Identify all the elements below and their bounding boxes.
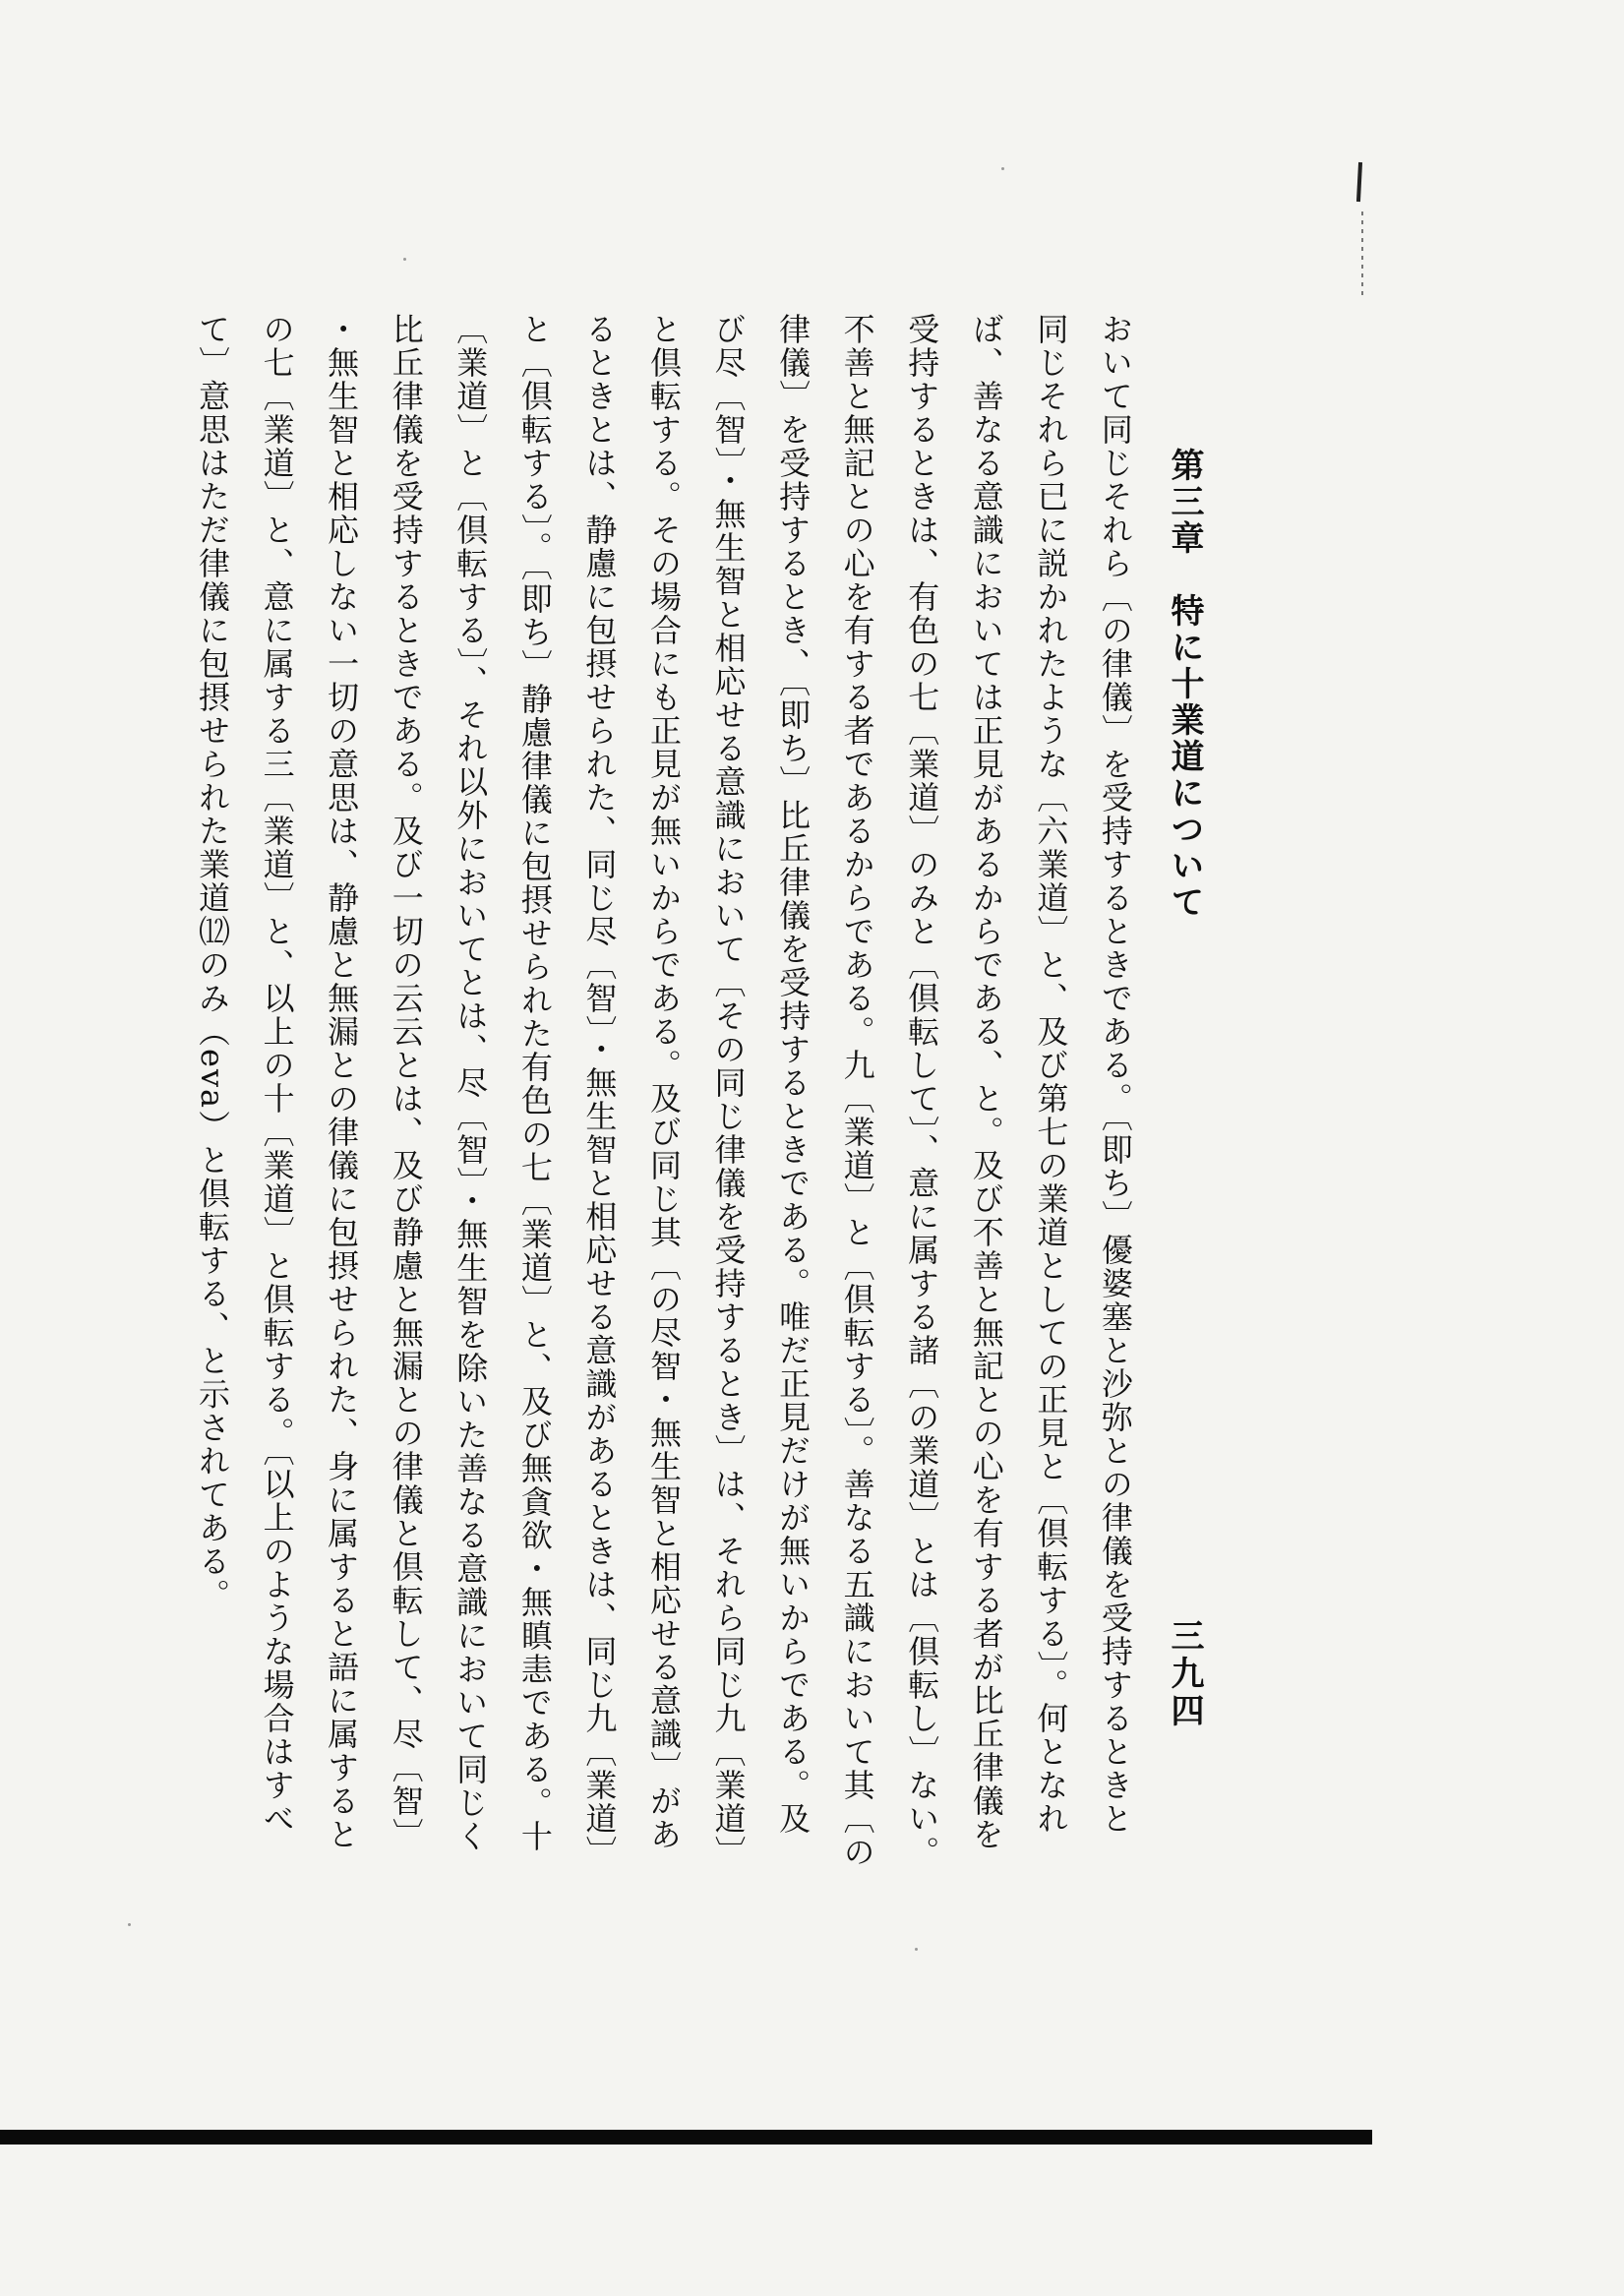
- text-column: 律儀〕を受持するとき、〔即ち〕比丘律儀を受持するときである。唯だ正見だけが無いからである。及: [774, 313, 812, 1836]
- scan-artifact-mark: [1356, 162, 1362, 202]
- page-number: 三九四: [1165, 1618, 1204, 1730]
- text-column: ・無生智と相応しない一切の意思は、静慮と無漏との律儀に包摂せられた、身に属すると語に属すると: [323, 313, 361, 1851]
- text-column: 同じそれら已に説かれたような〔六業道〕と、及び第七の業道としての正見と〔倶転する〕。何となれ: [1032, 313, 1070, 1836]
- text-column: おいて同じそれら〔の律儀〕を受持するときである。〔即ち〕優婆塞と沙弥との律儀を受持するときと: [1096, 313, 1134, 1836]
- text-column: 受持するときは、有色の七〔業道〕のみと〔倶転して〕、意に属する諸〔の業道〕とは〔倶転し〕ない。: [903, 313, 941, 1869]
- scan-speck: [1001, 167, 1004, 170]
- text-column: と〔倶転する〕。〔即ち〕静慮律儀に包摂せられた有色の七〔業道〕と、及び無貪欲・無瞋恚である。十: [515, 313, 554, 1853]
- text-column: ば、善なる意識においては正見があるからである、と。及び不善と無記との心を有する者が比丘律儀を: [967, 313, 1005, 1851]
- text-column: び尽〔智〕・無生智と相応せる意識において〔その同じ律儀を受持するとき〕は、それら同じ九〔業道〕: [709, 313, 748, 1869]
- vertical-text-body: [194, 313, 1134, 1869]
- scan-artifact-dashes: [1361, 211, 1363, 300]
- text-column: と倶転する。その場合にも正見が無いからである。及び同じ其〔の尽智・無生智と相応せる意識〕があ: [644, 313, 683, 1851]
- text-column: の七〔業道〕と、意に属する三〔業道〕と、以上の十〔業道〕と倶転する。〔以上のような場合はすべ: [258, 313, 296, 1836]
- text-column: るときとは、静慮に包摂せられた、同じ尽〔智〕・無生智と相応せる意識があるときは、同じ九〔業道〕: [580, 313, 619, 1869]
- text-column: て〕意思はただ律儀に包摂せられた業道⑿のみ（eva）と倶転する、と示されてある。: [194, 313, 231, 1612]
- text-column: 比丘律儀を受持するときである。及び一切の云云とは、及び静慮と無漏との律儀と倶転して、尽〔智〕: [387, 313, 425, 1851]
- scan-speck: [915, 1948, 918, 1951]
- scan-speck: [403, 258, 406, 261]
- running-title: 第三章 特に十業道について: [1165, 448, 1204, 921]
- text-column: 〔業道〕と〔倶転する〕、それ以外においてとは、尽〔智〕・無生智を除いた善なる意識において同じく: [451, 313, 490, 1853]
- scan-edge-bar: [0, 2130, 1372, 2145]
- scan-speck: [128, 1923, 131, 1926]
- text-column: 不善と無記との心を有する者であるからである。九〔業道〕と〔倶転する〕。善なる五識において其〔の: [838, 313, 876, 1869]
